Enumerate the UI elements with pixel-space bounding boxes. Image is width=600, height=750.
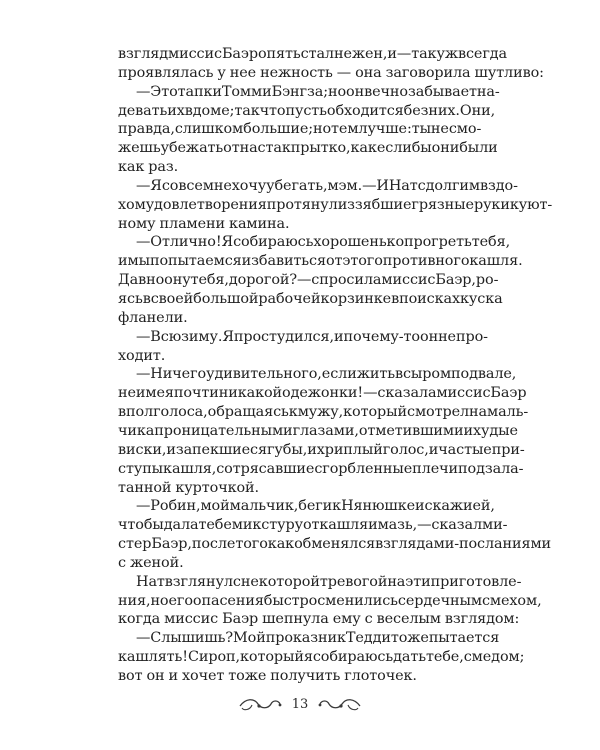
word: к	[288, 404, 298, 420]
word: с	[232, 574, 241, 590]
word: и	[463, 423, 473, 439]
word: сыром	[402, 366, 452, 382]
word: танной	[118, 480, 172, 496]
word: доме;	[192, 103, 235, 119]
word: сгорбленные	[314, 461, 413, 477]
word: пламени	[159, 216, 226, 232]
word: тебя,	[471, 234, 511, 250]
word: проницательными	[154, 423, 293, 439]
word: —	[336, 65, 352, 81]
word: Я	[221, 234, 234, 250]
word: фланели.	[118, 310, 188, 326]
word: уж	[436, 46, 458, 62]
word: Нат	[388, 178, 418, 194]
word: если	[376, 140, 412, 156]
word: который	[343, 404, 407, 420]
word: —	[136, 84, 151, 100]
word: и	[333, 329, 344, 345]
word: хочу	[231, 178, 267, 194]
word: и	[368, 517, 378, 533]
word: тапки	[177, 84, 222, 100]
word: были	[459, 140, 498, 156]
word: правда,	[118, 121, 175, 137]
text-line	[118, 664, 480, 688]
word: взгляд	[118, 46, 168, 62]
word: —	[363, 385, 378, 401]
word: Давно	[118, 272, 165, 288]
word: жить	[356, 366, 395, 382]
word: худые	[472, 423, 518, 439]
word: сказал	[431, 517, 483, 533]
word: что	[259, 103, 286, 119]
word: дала	[163, 517, 199, 533]
word: обращаясь	[207, 404, 289, 420]
word: голос,	[382, 442, 429, 458]
word: но	[312, 121, 332, 137]
word: опять	[257, 46, 301, 62]
word: тем	[331, 121, 359, 137]
word: и	[415, 498, 425, 514]
word: руки	[473, 197, 510, 213]
word: сменились	[317, 593, 398, 609]
word: корзинке	[320, 291, 392, 307]
word: зиму.	[181, 329, 223, 345]
word: жешь	[118, 140, 161, 156]
word: мальчик,	[229, 498, 299, 514]
word: и	[307, 442, 317, 458]
word: —	[136, 630, 151, 646]
word: в	[142, 291, 151, 307]
word: долгим	[425, 178, 481, 194]
word: собираюсь	[312, 649, 394, 665]
word: беги	[298, 498, 333, 514]
word: подвале,	[451, 366, 517, 382]
word: Баэр	[490, 385, 527, 401]
word: совсем	[161, 178, 214, 194]
word: Я	[150, 178, 162, 194]
word: смехом,	[481, 593, 542, 609]
word: опасения	[192, 593, 264, 609]
word: простудился,	[233, 329, 334, 345]
word: от	[302, 517, 320, 533]
word: губы,	[266, 442, 308, 458]
word: как	[267, 536, 295, 552]
word: ты	[411, 121, 431, 137]
word: отметившими	[358, 423, 464, 439]
word: —	[362, 178, 377, 194]
word: как	[118, 159, 145, 175]
word: взглядами-посланиями	[375, 536, 552, 552]
word: тебя,	[190, 272, 229, 288]
word: она	[355, 65, 382, 81]
word: почему-то	[343, 329, 420, 345]
word: он	[346, 84, 365, 100]
word: миссис	[167, 46, 222, 62]
word: Всю	[150, 329, 182, 345]
word: того	[235, 536, 268, 552]
word: на	[387, 574, 406, 590]
word: с	[118, 555, 126, 571]
word: ния,	[118, 593, 151, 609]
word: зала-	[484, 461, 524, 477]
word: так	[265, 140, 291, 156]
word: вот	[118, 668, 143, 684]
word: хриплый	[316, 442, 383, 458]
word: быстро	[263, 593, 318, 609]
word: и	[118, 253, 128, 269]
word: обменялся	[294, 536, 376, 552]
word: не	[438, 329, 456, 345]
word: запекшиеся	[175, 442, 267, 458]
word: тоже	[228, 668, 267, 684]
word: взглядом:	[444, 611, 520, 627]
word: имея	[135, 385, 174, 401]
word: взглянул	[164, 574, 233, 590]
word: бы	[411, 140, 432, 156]
word: них.	[428, 103, 460, 119]
word: и	[428, 442, 439, 458]
word: хом	[118, 197, 146, 213]
word: пытается	[428, 630, 500, 646]
word: к	[332, 498, 342, 514]
word: без	[403, 103, 429, 119]
word: под	[458, 461, 485, 477]
word: девать	[118, 103, 168, 119]
word: Тедди	[345, 630, 391, 646]
word: эти	[405, 574, 431, 590]
word: забывает	[407, 84, 477, 100]
word: иззябшие	[337, 197, 412, 213]
word: попытаемся	[149, 253, 242, 269]
word: так	[411, 46, 437, 62]
word: и	[166, 442, 176, 458]
word: мэм.	[327, 178, 363, 194]
word: Это	[150, 84, 178, 100]
word: как	[350, 140, 377, 156]
word: я	[303, 649, 313, 665]
word: кашлять!	[118, 649, 188, 665]
word: одежонки!	[282, 385, 364, 401]
word: проказник	[265, 630, 346, 646]
word: никакой	[218, 385, 283, 401]
word: своей	[150, 291, 194, 307]
word: тебе	[198, 517, 232, 533]
word: к	[509, 197, 519, 213]
word: вечно	[364, 84, 408, 100]
word: скажи	[424, 498, 473, 514]
word: —	[136, 234, 151, 250]
word: он	[420, 329, 439, 345]
word: глазами,	[292, 423, 359, 439]
word: большой	[193, 291, 259, 307]
word: ей,	[472, 498, 495, 514]
word: обходится	[326, 103, 404, 119]
word: у	[182, 272, 191, 288]
word: в	[394, 366, 403, 382]
word: чика	[118, 423, 155, 439]
word: Отлично!	[150, 234, 222, 250]
word: почти	[173, 385, 219, 401]
word: приготовле-	[430, 574, 522, 590]
word: их	[167, 103, 185, 119]
word: избавиться	[241, 253, 326, 269]
word: от	[325, 253, 343, 269]
word: не	[118, 385, 136, 401]
word: проявлялась	[118, 65, 214, 81]
word: протянул	[266, 197, 338, 213]
word: ному	[118, 216, 156, 232]
word: Мой	[233, 630, 266, 646]
word: ро-	[475, 272, 499, 288]
word: слишком	[174, 121, 244, 137]
word: заговорила	[385, 65, 471, 81]
left-flourish-ornament-icon	[238, 695, 282, 715]
word: курточкой.	[175, 480, 260, 496]
word: не	[430, 121, 449, 137]
word: уют-	[518, 197, 553, 213]
word: при-	[491, 442, 525, 458]
word: стер	[118, 536, 152, 552]
word: мужу,	[297, 404, 344, 420]
word: получить	[270, 668, 341, 684]
word: тебе,	[425, 649, 464, 665]
word: —	[136, 178, 151, 194]
word: в	[391, 291, 400, 307]
word: миссис	[436, 385, 491, 401]
word: у	[217, 65, 226, 81]
word: спросила	[311, 272, 382, 288]
word: раз.	[148, 159, 179, 175]
word: ми-	[482, 517, 508, 533]
word: на-	[476, 84, 500, 100]
word: —	[297, 272, 312, 288]
word: и	[387, 46, 397, 62]
word: маль-	[487, 404, 529, 420]
word: прогреть	[404, 234, 472, 250]
word: ему	[332, 611, 361, 627]
word: микстуру	[231, 517, 303, 533]
word: камина.	[229, 216, 290, 232]
word: хочет	[182, 668, 225, 684]
word: он	[146, 668, 165, 684]
word: Робин,	[150, 498, 201, 514]
word: ступы	[118, 461, 164, 477]
word: веселым	[376, 611, 441, 627]
word: собираюсь	[233, 234, 314, 250]
word: —	[396, 46, 412, 62]
word: куска	[459, 291, 503, 307]
word: Баэр	[221, 46, 258, 62]
word: —	[136, 498, 151, 514]
word: ясь	[118, 291, 143, 307]
word: ходит.	[118, 348, 166, 364]
word: большие;	[243, 121, 313, 137]
word: плечи	[412, 461, 459, 477]
word: вздо-	[480, 178, 518, 194]
word: противного	[382, 253, 470, 269]
word: на	[469, 404, 488, 420]
word: Они,	[459, 103, 496, 119]
word: миссис	[381, 272, 436, 288]
word: —	[136, 329, 151, 345]
word: с	[364, 611, 373, 627]
word: про-	[455, 329, 488, 345]
word: шепнула	[262, 611, 329, 627]
word: лучше:	[358, 121, 412, 137]
word: этого	[342, 253, 383, 269]
word: с	[463, 649, 472, 665]
word: мазь,	[377, 517, 418, 533]
page-footer	[0, 692, 600, 718]
word: хорошенько	[313, 234, 405, 250]
word: так	[234, 103, 260, 119]
word: сотрясавшие	[216, 461, 315, 477]
word: Баэр,	[435, 272, 476, 288]
word: после	[191, 536, 236, 552]
word: но	[327, 84, 347, 100]
word: шутливо:	[474, 65, 544, 81]
word: дать	[393, 649, 426, 665]
word: его	[168, 593, 193, 609]
right-flourish-ornament-icon	[318, 695, 362, 715]
word: который	[240, 649, 304, 665]
word: но	[150, 593, 169, 609]
word: Ничего	[150, 366, 207, 382]
word: убежать	[160, 140, 224, 156]
word: сказала	[377, 385, 437, 401]
word: и	[168, 668, 178, 684]
word: если	[321, 366, 357, 382]
word: рабочей	[258, 291, 321, 307]
word: не	[213, 178, 232, 194]
word: Нянюшке	[341, 498, 416, 514]
word: Баэр	[222, 611, 259, 627]
word: сердечным	[397, 593, 482, 609]
word: прытко,	[290, 140, 351, 156]
word: дорогой?	[228, 272, 297, 288]
word: вполголоса,	[118, 404, 208, 420]
word: частые	[438, 442, 492, 458]
word: Я	[222, 329, 234, 345]
word: Баэр,	[151, 536, 192, 552]
word: тоже	[390, 630, 429, 646]
word: миссис	[164, 611, 219, 627]
word: женой.	[129, 555, 184, 571]
word: они	[431, 140, 460, 156]
word: кашля.	[469, 253, 523, 269]
word: нее	[229, 65, 257, 81]
word: удовлетворения	[145, 197, 267, 213]
word: Бэнгза;	[271, 84, 328, 100]
word: глоточек.	[344, 668, 417, 684]
page-number: 13	[291, 697, 309, 712]
word: мой	[200, 498, 230, 514]
word: удивительного,	[206, 366, 322, 382]
word: И	[376, 178, 389, 194]
word: всегда	[457, 46, 508, 62]
word: нежен,	[333, 46, 388, 62]
word: от	[223, 140, 240, 156]
word: Нат	[136, 574, 165, 590]
word: кашля	[319, 517, 369, 533]
word: —	[417, 517, 432, 533]
word: медом;	[471, 649, 525, 665]
word: грязные	[411, 197, 474, 213]
word: тревогой	[319, 574, 388, 590]
word: поисках	[399, 291, 460, 307]
word: Томми	[221, 84, 272, 100]
word: мы	[127, 253, 150, 269]
word: нежность	[260, 65, 333, 81]
word: убегать,	[266, 178, 328, 194]
word: пусть	[285, 103, 327, 119]
word: —	[136, 366, 151, 382]
word: он	[164, 272, 183, 288]
word: смо-	[448, 121, 482, 137]
word: Сироп,	[187, 649, 240, 665]
word: кашля,	[163, 461, 217, 477]
word: с	[417, 178, 426, 194]
word: виски,	[118, 442, 167, 458]
word: в	[184, 103, 193, 119]
word: когда	[118, 611, 161, 627]
word: чтобы	[118, 517, 164, 533]
word: нас	[239, 140, 266, 156]
word: стал	[300, 46, 334, 62]
word: Слышишь?	[150, 630, 234, 646]
word: некоторой	[240, 574, 320, 590]
word: смотрел	[406, 404, 470, 420]
